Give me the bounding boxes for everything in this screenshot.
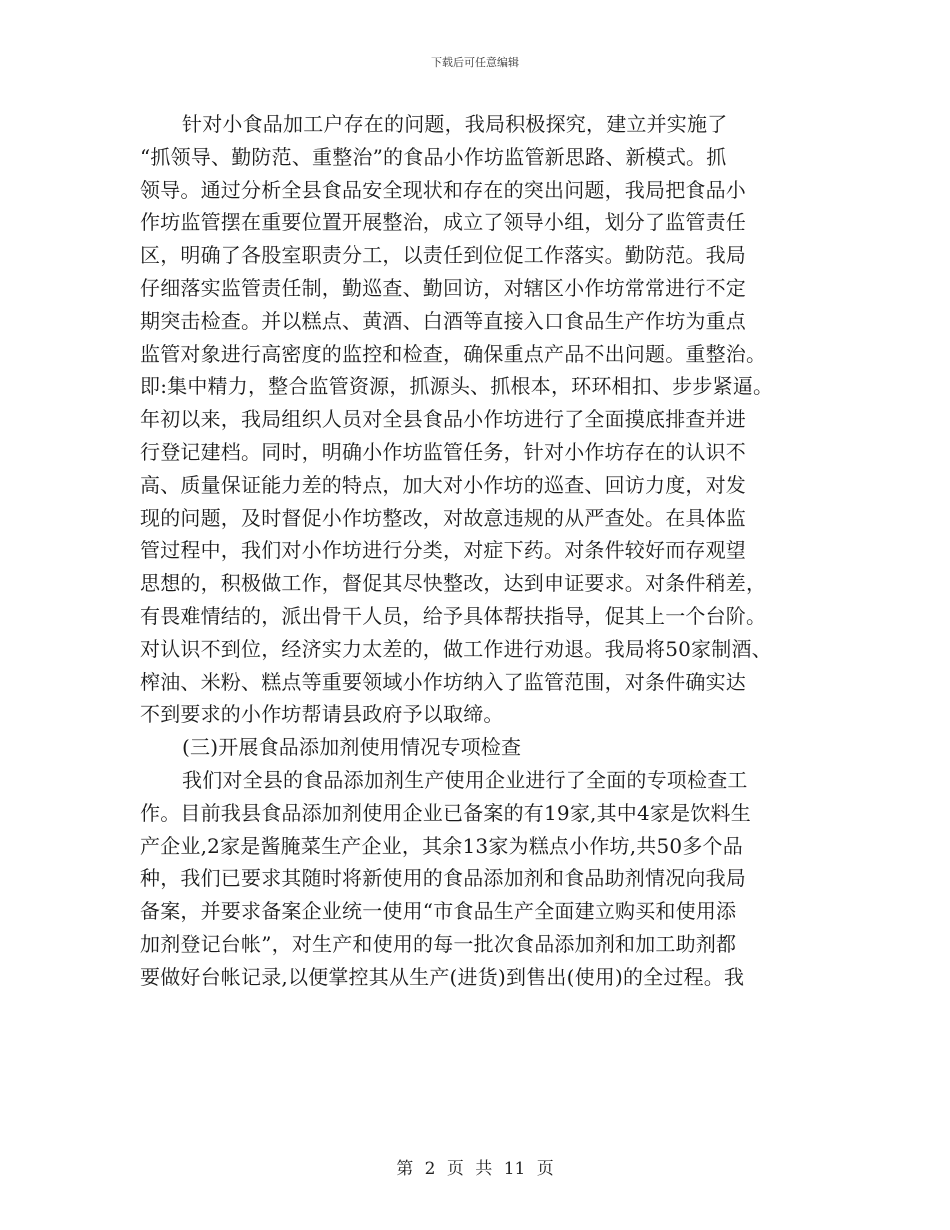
body-line: 产企业,2家是酱腌菜生产企业，其余13家为糕点小作坊,共50多个品	[140, 833, 743, 858]
body-line: 作。目前我县食品添加剂使用企业已备案的有19家,其中4家是饮料生	[140, 800, 751, 825]
body-line: 区，明确了各股室职责分工，以责任到位促工作落实。勤防范。我局	[140, 243, 746, 268]
body-line: 思想的，积极做工作，督促其尽快整改，达到申证要求。对条件稍差，	[140, 571, 767, 596]
body-line: 不到要求的小作坊帮请县政府予以取缔。	[140, 702, 504, 727]
body-line: 榨油、米粉、糕点等重要领域小作坊纳入了监管范围，对条件确实达	[140, 669, 746, 694]
body-line: 监管对象进行高密度的监控和检查，确保重点产品不出问题。重整治。	[140, 341, 767, 366]
document-body	[140, 108, 830, 994]
body-line: 现的问题，及时督促小作坊整改，对故意违规的从严查处。在具体监	[140, 505, 746, 530]
page-header-note: 下载后可任意编辑	[431, 56, 519, 69]
body-line: 行登记建档。同时，明确小作坊监管任务，针对小作坊存在的认识不	[140, 439, 746, 464]
body-line: 加剂登记台帐”，对生产和使用的每一批次食品添加剂和加工助剂都	[140, 931, 737, 956]
body-line: 即:集中精力，整合监管资源，抓源头、抓根本，环环相扣、步步紧逼。	[140, 374, 774, 399]
body-line: (三)开展食品添加剂使用情况专项检查	[182, 735, 522, 760]
body-line: 仔细落实监管责任制，勤巡查、勤回访，对辖区小作坊常常进行不定	[140, 275, 746, 300]
body-line: 作坊监管摆在重要位置开展整治，成立了领导小组，划分了监管责任	[140, 210, 746, 235]
body-line: 期突击检查。并以糕点、黄酒、白酒等直接入口食品生产作坊为重点	[140, 308, 746, 333]
body-line: 我们对全县的食品添加剂生产使用企业进行了全面的专项检查工	[182, 767, 748, 792]
page-footer-number: 第 2 页 共 11 页	[396, 1159, 554, 1179]
body-line: “抓领导、勤防范、重整治”的食品小作坊监管新思路、新模式。抓	[140, 144, 727, 169]
body-line: 领导。通过分析全县食品安全现状和存在的突出问题，我局把食品小	[140, 177, 746, 202]
body-line: 有畏难情结的，派出骨干人员，给予具体帮扶指导，促其上一个台阶。	[140, 603, 767, 628]
body-line: 备案，并要求备案企业统一使用“市食品生产全面建立购买和使用添	[140, 899, 737, 924]
body-line: 要做好台帐记录,以便掌控其从生产(进货)到售出(使用)的全过程。我	[140, 964, 745, 989]
body-line: 管过程中，我们对小作坊进行分类，对症下药。对条件较好而存观望	[140, 538, 746, 563]
body-line: 种，我们已要求其随时将新使用的食品添加剂和食品助剂情况向我局	[140, 866, 746, 891]
body-line: 高、质量保证能力差的特点，加大对小作坊的巡查、回访力度，对发	[140, 472, 746, 497]
body-line: 年初以来，我局组织人员对全县食品小作坊进行了全面摸底排查并进	[140, 407, 746, 432]
body-line: 对认识不到位，经济实力太差的，做工作进行劝退。我局将50家制酒、	[140, 636, 772, 661]
body-line: 针对小食品加工户存在的问题，我局积极探究，建立并实施了	[182, 112, 728, 136]
